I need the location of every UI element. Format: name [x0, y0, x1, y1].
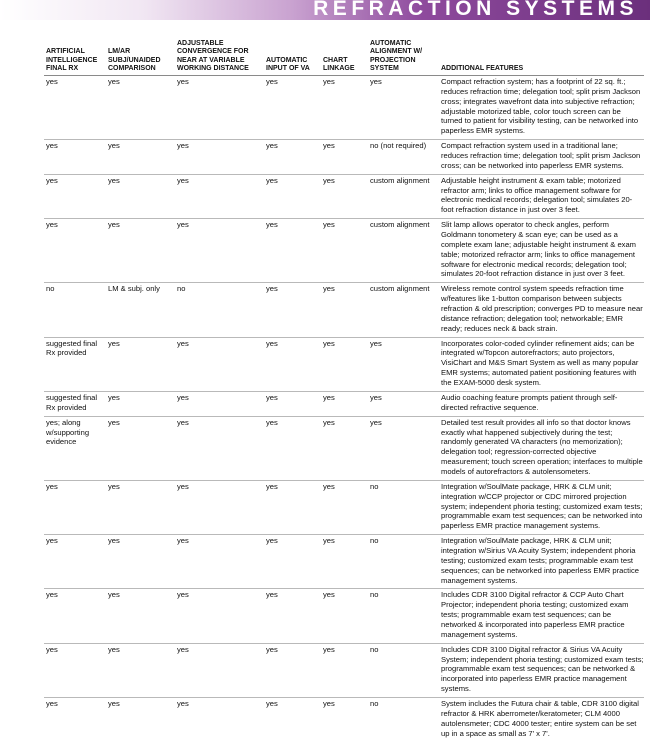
cell-adjustable-convergence: yes: [175, 140, 264, 175]
cell-lm-ar-comparison: LM & subj. only: [106, 283, 175, 337]
cell-automatic-input-va: yes: [264, 416, 321, 480]
section-title: REFRACTION SYSTEMS: [313, 0, 638, 20]
cell-chart-linkage: yes: [321, 697, 368, 741]
cell-additional-features: Detailed test result provides all info so that doctor knows exactly what happened subjectively during the test; randomly generated VA characters (no memorization); delegation tool; regression-corrected objective measurement; touch screen operation; interfaces to multiple models of autorefractors & autolensometers.: [439, 416, 644, 480]
table-header-row: [44, 30, 644, 76]
cell-adjustable-convergence: yes: [175, 643, 264, 697]
cell-automatic-alignment: yes: [368, 76, 439, 140]
table-row: [44, 174, 644, 218]
cell-chart-linkage: yes: [321, 140, 368, 175]
cell-adjustable-convergence: yes: [175, 174, 264, 218]
header-adjustable-convergence: ADJUSTABLE CONVERGENCE FOR NEAR AT VARIABLE WORKING DISTANCE: [175, 30, 264, 76]
table-row: [44, 535, 644, 589]
header-automatic-input-va: AUTOMATIC INPUT OF VA: [264, 30, 321, 76]
cell-lm-ar-comparison: yes: [106, 697, 175, 741]
cell-automatic-alignment: custom alignment: [368, 283, 439, 337]
cell-adjustable-convergence: yes: [175, 416, 264, 480]
cell-additional-features: Slit lamp allows operator to check angles, perform Goldmann tonometery & scan eye; can be used as a complete exam lane; adjustable height instrument & exam table; motorized refractor arm; links to office management software for electronic medical records; delegation tool; simulates 20-foot refraction distance in just over 3 feet.: [439, 219, 644, 283]
cell-chart-linkage: yes: [321, 480, 368, 534]
header-automatic-alignment: AUTOMATIC ALIGNMENT W/ PROJECTION SYSTEM: [368, 30, 439, 76]
cell-lm-ar-comparison: yes: [106, 337, 175, 391]
cell-adjustable-convergence: yes: [175, 337, 264, 391]
cell-ai-final-rx: suggested final Rx provided: [44, 391, 106, 416]
cell-adjustable-convergence: yes: [175, 391, 264, 416]
cell-adjustable-convergence: yes: [175, 219, 264, 283]
cell-automatic-alignment: custom alignment: [368, 174, 439, 218]
cell-chart-linkage: yes: [321, 76, 368, 140]
cell-chart-linkage: yes: [321, 643, 368, 697]
cell-automatic-alignment: yes: [368, 337, 439, 391]
cell-automatic-input-va: yes: [264, 174, 321, 218]
cell-automatic-input-va: yes: [264, 697, 321, 741]
cell-chart-linkage: yes: [321, 219, 368, 283]
cell-lm-ar-comparison: yes: [106, 219, 175, 283]
cell-adjustable-convergence: yes: [175, 480, 264, 534]
cell-automatic-input-va: yes: [264, 76, 321, 140]
header-lm-ar-comparison: LM/AR SUBJ/UNAIDED COMPARISON: [106, 30, 175, 76]
cell-ai-final-rx: yes: [44, 174, 106, 218]
cell-chart-linkage: yes: [321, 589, 368, 643]
table-row: [44, 697, 644, 741]
cell-lm-ar-comparison: yes: [106, 643, 175, 697]
cell-additional-features: Wireless remote control system speeds refraction time w/features like 1-button comparison between subjects refraction & old prescription; converges PD to measure near distance refraction; delegation tool; networkable; EMR ready; reduces neck & back strain.: [439, 283, 644, 337]
cell-additional-features: Incorporates color-coded cylinder refinement aids; can be integrated w/Topcon autorefractors; auto projectors, VisiChart and M&S Smart System as well as many popular EMR systems; automated patient positioning features with the EXAM-5000 desk system.: [439, 337, 644, 391]
cell-additional-features: System includes the Futura chair & table, CDR 3100 digital refractor & HRK aberrometer/keratometer; CLM 4000 autolensmeter; CDC 4000 tester; entire system can be set up in a space as small as 7' x 7'.: [439, 697, 644, 741]
cell-ai-final-rx: yes: [44, 535, 106, 589]
table-row: [44, 589, 644, 643]
cell-lm-ar-comparison: yes: [106, 416, 175, 480]
cell-ai-final-rx: no: [44, 283, 106, 337]
cell-ai-final-rx: yes: [44, 643, 106, 697]
cell-automatic-input-va: yes: [264, 643, 321, 697]
cell-automatic-alignment: no (not required): [368, 140, 439, 175]
cell-chart-linkage: yes: [321, 174, 368, 218]
cell-automatic-input-va: yes: [264, 589, 321, 643]
cell-adjustable-convergence: yes: [175, 697, 264, 741]
table-row: [44, 76, 644, 140]
table-row: [44, 140, 644, 175]
cell-lm-ar-comparison: yes: [106, 589, 175, 643]
header-ai-final-rx: ARTIFICIAL INTELLIGENCE FINAL RX: [44, 30, 106, 76]
table-row: [44, 643, 644, 697]
cell-ai-final-rx: yes; along w/supporting evidence: [44, 416, 106, 480]
cell-ai-final-rx: suggested final Rx provided: [44, 337, 106, 391]
table-body: [44, 76, 644, 742]
cell-lm-ar-comparison: yes: [106, 174, 175, 218]
cell-adjustable-convergence: no: [175, 283, 264, 337]
cell-lm-ar-comparison: yes: [106, 480, 175, 534]
cell-ai-final-rx: yes: [44, 219, 106, 283]
cell-adjustable-convergence: yes: [175, 589, 264, 643]
cell-additional-features: Includes CDR 3100 Digital refractor & CCP Auto Chart Projector; independent phoria testing; customized exam tests; programmable exam test sequences; can be networked & incorporated into paperless EMR practice management systems.: [439, 589, 644, 643]
cell-automatic-input-va: yes: [264, 219, 321, 283]
table-row: [44, 480, 644, 534]
table-row: [44, 416, 644, 480]
cell-ai-final-rx: yes: [44, 697, 106, 741]
cell-additional-features: Integration w/SoulMate package, HRK & CLM unit; integration w/CCP projector or CDC mirrored projection system; independent phoria testing; customized exam tests; programmable exam test sequences; can be networked into paperless EMR practice management systems.: [439, 480, 644, 534]
cell-automatic-input-va: yes: [264, 337, 321, 391]
cell-chart-linkage: yes: [321, 337, 368, 391]
cell-automatic-input-va: yes: [264, 480, 321, 534]
cell-ai-final-rx: yes: [44, 140, 106, 175]
cell-lm-ar-comparison: yes: [106, 535, 175, 589]
cell-additional-features: Compact refraction system; has a footprint of 22 sq. ft.; reduces refraction time; delegation tool; split prism Jackson cross; integrates wavefront data into subjective refraction; adjustable motorized table, color touch screen can be turned to patient for visibility testing, can be networked into paperless EMR systems.: [439, 76, 644, 140]
cell-automatic-input-va: yes: [264, 140, 321, 175]
table-row: [44, 219, 644, 283]
cell-automatic-alignment: custom alignment: [368, 219, 439, 283]
refraction-systems-table: [44, 30, 644, 741]
table-row: [44, 391, 644, 416]
cell-automatic-alignment: no: [368, 480, 439, 534]
cell-automatic-alignment: no: [368, 643, 439, 697]
cell-automatic-alignment: yes: [368, 416, 439, 480]
cell-chart-linkage: yes: [321, 391, 368, 416]
cell-chart-linkage: yes: [321, 416, 368, 480]
cell-automatic-alignment: no: [368, 589, 439, 643]
header-additional-features: ADDITIONAL FEATURES: [439, 30, 644, 76]
cell-additional-features: Compact refraction system used in a traditional lane; reduces refraction time; delegation tool; split prism Jackson cross; can be networked into paperless EMR systems.: [439, 140, 644, 175]
cell-ai-final-rx: yes: [44, 589, 106, 643]
cell-additional-features: Integration w/SoulMate package, HRK & CLM unit; integration w/Sirius VA Acuity System; independent phoria testing; customized exam tests; programmable exam test sequences; can be networked into paperless EMR practice management systems.: [439, 535, 644, 589]
cell-chart-linkage: yes: [321, 535, 368, 589]
cell-lm-ar-comparison: yes: [106, 76, 175, 140]
cell-automatic-alignment: no: [368, 697, 439, 741]
cell-automatic-input-va: yes: [264, 535, 321, 589]
cell-additional-features: Includes CDR 3100 Digital refractor & Sirius VA Acuity System; independent phoria testing; customized exam tests; programmable exam test sequences; can be networked & incorporated into paperless EMR practice management systems.: [439, 643, 644, 697]
cell-adjustable-convergence: yes: [175, 76, 264, 140]
cell-chart-linkage: yes: [321, 283, 368, 337]
cell-lm-ar-comparison: yes: [106, 391, 175, 416]
cell-additional-features: Audio coaching feature prompts patient through self-directed refractive sequence.: [439, 391, 644, 416]
cell-ai-final-rx: yes: [44, 480, 106, 534]
cell-automatic-input-va: yes: [264, 391, 321, 416]
section-banner: [0, 0, 650, 20]
cell-automatic-alignment: no: [368, 535, 439, 589]
cell-automatic-alignment: yes: [368, 391, 439, 416]
table-row: [44, 337, 644, 391]
header-chart-linkage: CHART LINKAGE: [321, 30, 368, 76]
cell-lm-ar-comparison: yes: [106, 140, 175, 175]
cell-adjustable-convergence: yes: [175, 535, 264, 589]
cell-ai-final-rx: yes: [44, 76, 106, 140]
table-row: [44, 283, 644, 337]
cell-automatic-input-va: yes: [264, 283, 321, 337]
cell-additional-features: Adjustable height instrument & exam table; motorized refractor arm; links to office management software for electronic medical records; delegation tool; simulates 20-foot refraction distance in just over 3 feet.: [439, 174, 644, 218]
